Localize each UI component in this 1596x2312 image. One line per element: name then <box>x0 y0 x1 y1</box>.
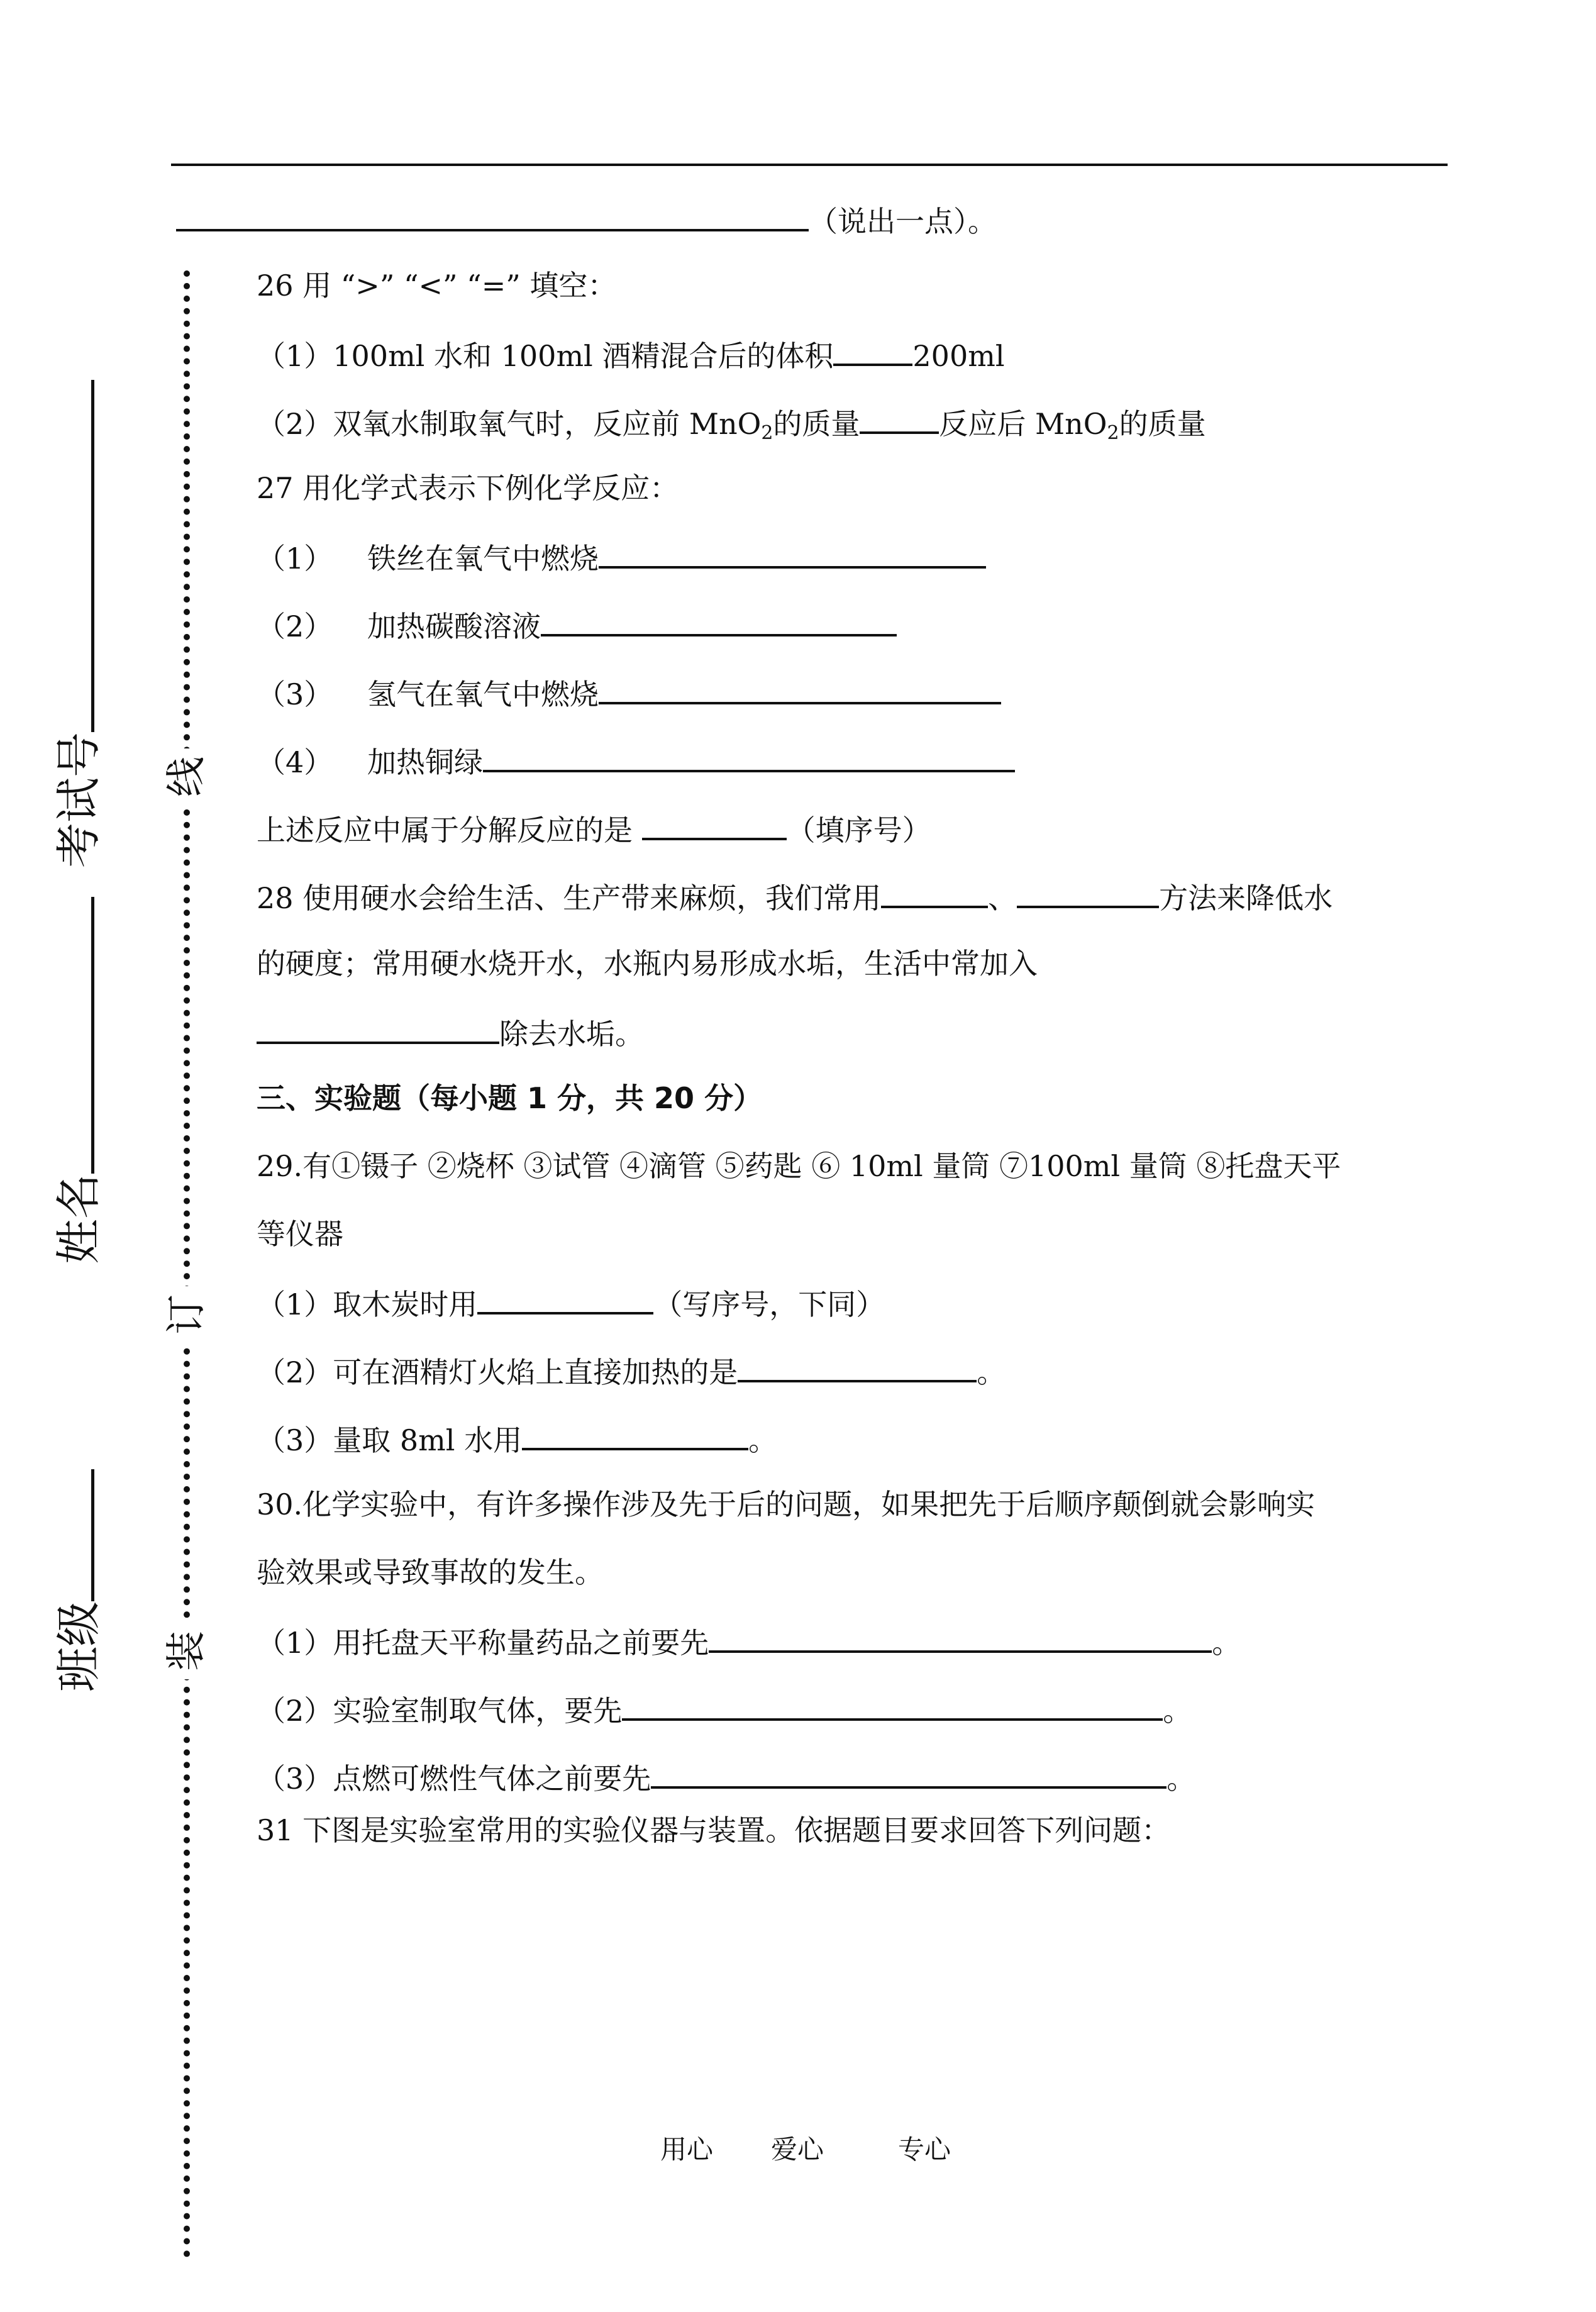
answer-blank[interactable] <box>176 200 809 231</box>
q26-blank-2[interactable] <box>860 403 939 434</box>
q30-part1: （1）用托盘天平称量药品之前要先 。 <box>257 1621 1241 1662</box>
name-label: 姓名 <box>52 1173 105 1264</box>
q29-part3: （3）量取 8ml 水用 。 <box>257 1419 777 1459</box>
q26-part2: （2）双氧水制取氧气时，反应前 MnO$_2$的质量 反应后 MnO$_2$的质量 <box>257 403 1206 443</box>
footer-yongxin: 用心 <box>660 2134 714 2165</box>
q30-line-2: 验效果或导致事故的发生。 <box>257 1555 604 1589</box>
binding-char-ding: 订 <box>158 1286 215 1343</box>
name-field <box>47 897 107 1264</box>
q27-decomposition: 上述反应中属于分解反应的是 （填序号） <box>257 809 931 849</box>
q26-part1: （1）100ml 水和 100ml 酒精混合后的体积 200ml <box>257 335 1005 375</box>
q27-blank-3[interactable] <box>599 673 1001 704</box>
section-3-heading: 三、实验题（每小题 1 分，共 20 分） <box>257 1081 763 1115</box>
q28-blank-3[interactable] <box>257 1013 499 1044</box>
binding-char-xian: 线 <box>158 748 215 805</box>
q27-item-1: （1） 铁丝在氧气中燃烧 <box>257 537 986 577</box>
q28-line-2: 的硬度；常用硬水烧开水，水瓶内易形成水垢，生活中常加入 <box>257 947 1038 981</box>
q30-line-1: 30.化学实验中，有许多操作涉及先于后的问题，如果把先于后顺序颠倒就会影响实 <box>257 1487 1316 1521</box>
q30-blank-3[interactable] <box>651 1757 1167 1789</box>
q26-stem: 26 用 “>” “<” “=” 填空： <box>257 269 617 303</box>
q29-part1: （1）取木炭时用 （写序号，下同） <box>257 1283 885 1323</box>
q30-blank-1[interactable] <box>709 1621 1212 1653</box>
q27-blank-4[interactable] <box>483 741 1015 772</box>
q30-part2: （2）实验室制取气体，要先 。 <box>257 1689 1192 1730</box>
q29-line-1: 29.有①镊子 ②烧杯 ③试管 ④滴管 ⑤药匙 ⑥ 10ml 量筒 ⑦100ml 量筒 ⑧托盘天平 <box>257 1149 1341 1183</box>
q29-blank-3[interactable] <box>522 1419 748 1450</box>
q27-blank-1[interactable] <box>599 537 986 569</box>
q27-item-4: （4） 加热铜绿 <box>257 741 1015 781</box>
q29-line-2: 等仪器 <box>257 1217 343 1251</box>
q29-blank-1[interactable] <box>477 1283 653 1314</box>
q31-stem: 31 下图是实验室常用的实验仪器与装置。依据题目要求回答下列问题： <box>257 1813 1171 1847</box>
q30-blank-2[interactable] <box>622 1689 1163 1721</box>
q27-item-3: （3） 氢气在氧气中燃烧 <box>257 673 1001 713</box>
q27-blank-2[interactable] <box>541 605 897 636</box>
binding-char-zhuang: 装 <box>158 1623 215 1679</box>
q28-line-3: 除去水垢。 <box>257 1013 644 1053</box>
q28-blank-1[interactable] <box>881 877 988 908</box>
exam-number-blank[interactable] <box>47 380 94 732</box>
class-field <box>47 1469 107 1692</box>
footer-zhuanxin: 专心 <box>898 2134 951 2165</box>
class-blank[interactable] <box>47 1469 94 1601</box>
q27-decomposition-blank[interactable] <box>642 809 787 840</box>
top-rule <box>171 164 1448 166</box>
binding-dotted-line <box>184 270 190 2258</box>
q29-blank-2[interactable] <box>738 1351 977 1382</box>
exam-number-label: 考试号 <box>52 731 105 868</box>
class-label: 班级 <box>52 1601 105 1692</box>
q28-line-1: 28 使用硬水会给生活、生产带来麻烦，我们常用 、 方法来降低水 <box>257 877 1333 917</box>
continuation-line: （说出一点）。 <box>176 200 997 240</box>
q26-blank-1[interactable] <box>833 335 912 366</box>
q27-stem: 27 用化学式表示下例化学反应： <box>257 471 679 505</box>
footer-aixin: 爱心 <box>771 2134 824 2165</box>
q28-blank-2[interactable] <box>1017 877 1159 908</box>
name-blank[interactable] <box>47 897 94 1174</box>
q30-part3: （3）点燃可燃性气体之前要先 。 <box>257 1757 1195 1798</box>
q29-part2: （2）可在酒精灯火焰上直接加热的是 。 <box>257 1351 1006 1391</box>
exam-number-field <box>47 380 107 868</box>
q27-item-2: （2） 加热碳酸溶液 <box>257 605 897 645</box>
